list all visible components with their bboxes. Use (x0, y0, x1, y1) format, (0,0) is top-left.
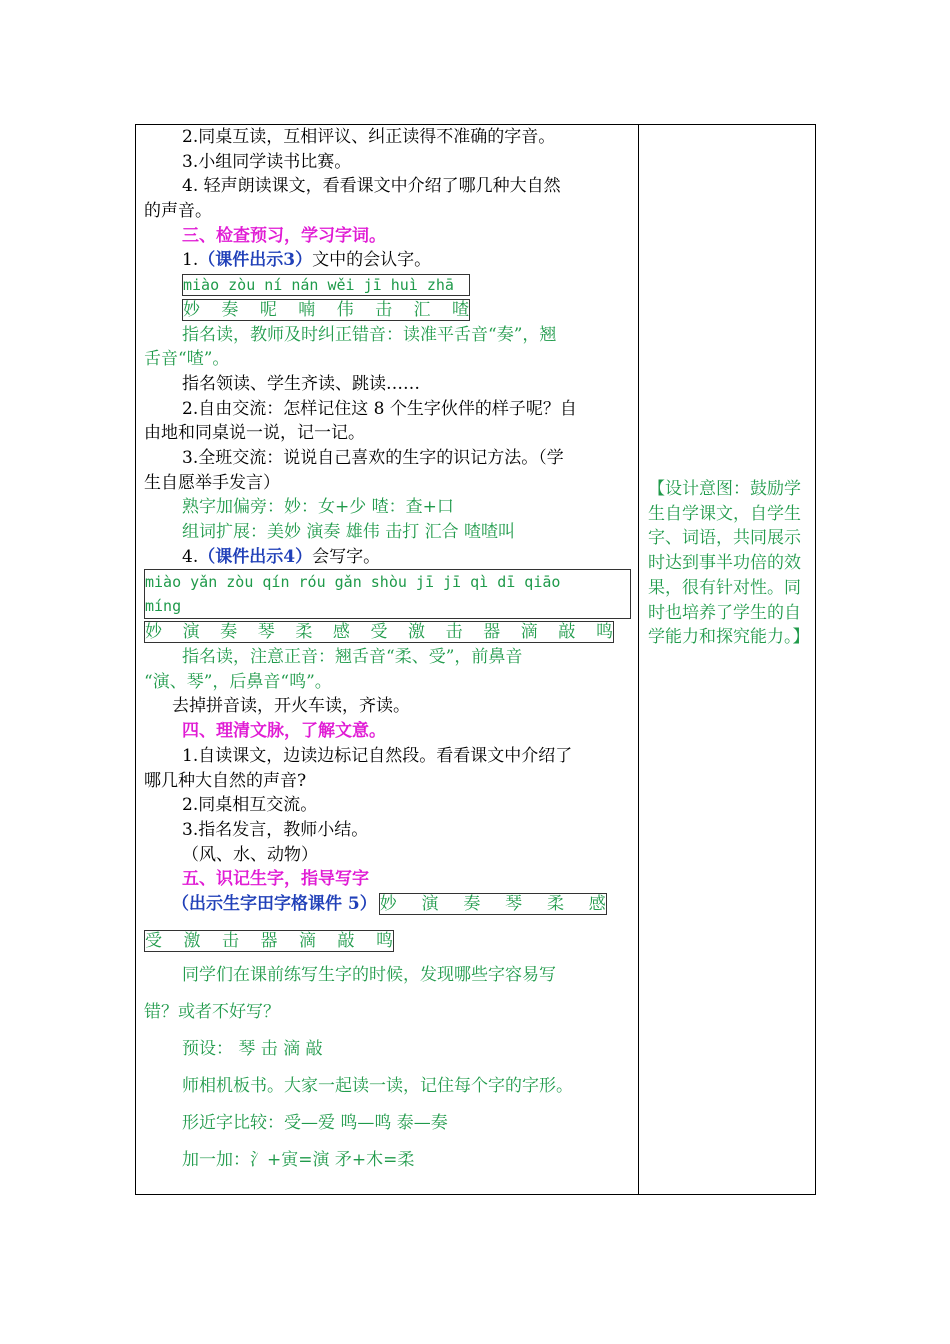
text-line: 由地和同桌说一说，记一记。 (144, 423, 365, 444)
text-line: （风、水、动物） (182, 844, 318, 865)
text-line: 指名读，教师及时纠正错音：读准平舌音“奏”，翘 (182, 324, 557, 345)
text-line: 2.自由交流：怎样记住这 8 个生字伙伴的样子呢？自 (182, 398, 577, 419)
column-divider (638, 125, 639, 1194)
text-line: 错？或者不好写？ (144, 1002, 280, 1023)
char-item: 鸣 (376, 930, 393, 951)
char-item: 感 (332, 622, 350, 643)
char-item: 击 (222, 930, 239, 951)
char-item: 妙 (145, 622, 162, 643)
char-item: 受 (370, 622, 388, 643)
courseware-ref: （课件出示4） (198, 546, 313, 567)
char-item: 琴 (505, 894, 523, 915)
char-row (144, 620, 631, 645)
char-item: 呢 (259, 299, 277, 320)
section-heading-4: 四、理清文脉，了解文意。 (182, 721, 386, 742)
char-item: 激 (183, 930, 201, 951)
section-heading-3: 三、检查预习，学习字词。 (182, 225, 386, 246)
char-item: 奏 (463, 894, 481, 915)
text-line: 形近字比较：受—爱 鸣—鸣 泰—奏 (182, 1113, 448, 1134)
char-item: 演 (421, 894, 439, 915)
char-item: 滴 (299, 930, 316, 951)
courseware-ref: （出示生字田字格课件 5） (172, 893, 377, 914)
text-line: 2.同桌相互交流。 (182, 795, 318, 816)
section-heading-5: 五、识记生字，指导写字 (182, 869, 369, 890)
char-item: 妙 (183, 299, 200, 320)
char-item: 奏 (220, 622, 238, 643)
text-line: “演、琴”，后鼻音“鸣”。 (144, 671, 332, 692)
char-item: 激 (408, 622, 426, 643)
char-item: 妙 (379, 894, 397, 915)
text-line: 熟字加偏旁：妙：女+少 喳：查+口 (182, 497, 454, 518)
text-line: 的声音。 (144, 201, 212, 222)
char-item: 演 (182, 622, 200, 643)
text-line: 1.自读课文，边读边标记自然段。看看课文中介绍了 (182, 745, 573, 766)
char-row (144, 892, 631, 917)
text-line: 3.全班交流：说说自己喜欢的生字的识记方法。（学 (182, 447, 564, 468)
text-line: 预设： 琴 击 滴 敲 (182, 1039, 323, 1060)
text-line: 同学们在课前练写生字的时候，发现哪些字容易写 (182, 965, 556, 986)
text-line: 舌音“喳”。 (144, 349, 230, 370)
text-line: 3.小组同学读书比赛。 (182, 151, 352, 172)
text-line: 1.（课件出示3）文中的会认字。 (182, 250, 432, 271)
pinyin-box-2: miào yǎn zòu qín róu gǎn shòu jī jī qì dī qiāo míng (144, 569, 631, 619)
char-item: 敲 (337, 930, 355, 951)
char-item: 受 (145, 930, 162, 951)
lesson-content (144, 125, 631, 1179)
text-line: 2.同桌互读，互相评议、纠正读得不准确的字音。 (182, 127, 556, 147)
char-item: 器 (260, 930, 278, 951)
char-box (379, 893, 607, 915)
text-line: 指名读，注意正音：翘舌音“柔、受”，前鼻音 (182, 647, 523, 668)
char-row (144, 929, 631, 954)
text-line: 去掉拼音读，开火车读，齐读。 (172, 696, 410, 717)
text-line: 4.（课件出示4）会写字。 (182, 546, 381, 567)
char-item: 琴 (257, 622, 275, 643)
design-intent-note: 【设计意图：鼓励学生自学课文，自学生字、词语，共同展示时达到事半功倍的效果，很有针对性。同时也培养了学生的自学能力和探究能力。】 (648, 479, 810, 648)
char-row (144, 298, 631, 323)
char-item: 喃 (298, 299, 316, 320)
pinyin-row: miào zòu ní nán wěi jī huì zhā (144, 273, 631, 298)
char-item: 柔 (295, 622, 313, 643)
char-item: 敲 (558, 622, 576, 643)
char-item: 喳 (451, 299, 469, 320)
text-line: 组词扩展：美妙 演奏 雄伟 击打 汇合 喳喳叫 (182, 522, 516, 542)
text-line: 指名领读、学生齐读、跳读…… (182, 373, 420, 394)
char-item: 器 (483, 622, 501, 643)
char-box (144, 930, 394, 952)
char-item: 击 (375, 299, 393, 320)
char-box (144, 621, 614, 643)
text-line: 3.指名发言，教师小结。 (182, 819, 369, 840)
courseware-ref: （课件出示3） (198, 250, 313, 271)
text-line: 生自愿举手发言） (144, 472, 280, 493)
text-line: 4. 轻声朗读课文，看看课文中介绍了哪几种大自然 (182, 176, 561, 197)
char-item: 感 (588, 894, 606, 915)
char-item: 汇 (413, 299, 431, 320)
text-line: 哪几种大自然的声音? (144, 770, 307, 791)
char-item: 伟 (336, 299, 354, 320)
lesson-table (135, 124, 816, 1195)
text-line: 师相机板书。大家一起读一读，记住每个字的字形。 (182, 1076, 573, 1097)
char-item: 击 (445, 622, 463, 643)
char-item: 奏 (221, 299, 239, 320)
char-item: 柔 (546, 894, 564, 915)
char-item: 鸣 (595, 622, 613, 643)
char-box (182, 299, 470, 321)
text-line: 加一加：氵+寅=演 矛+木=柔 (182, 1150, 415, 1171)
char-item: 滴 (520, 622, 538, 643)
